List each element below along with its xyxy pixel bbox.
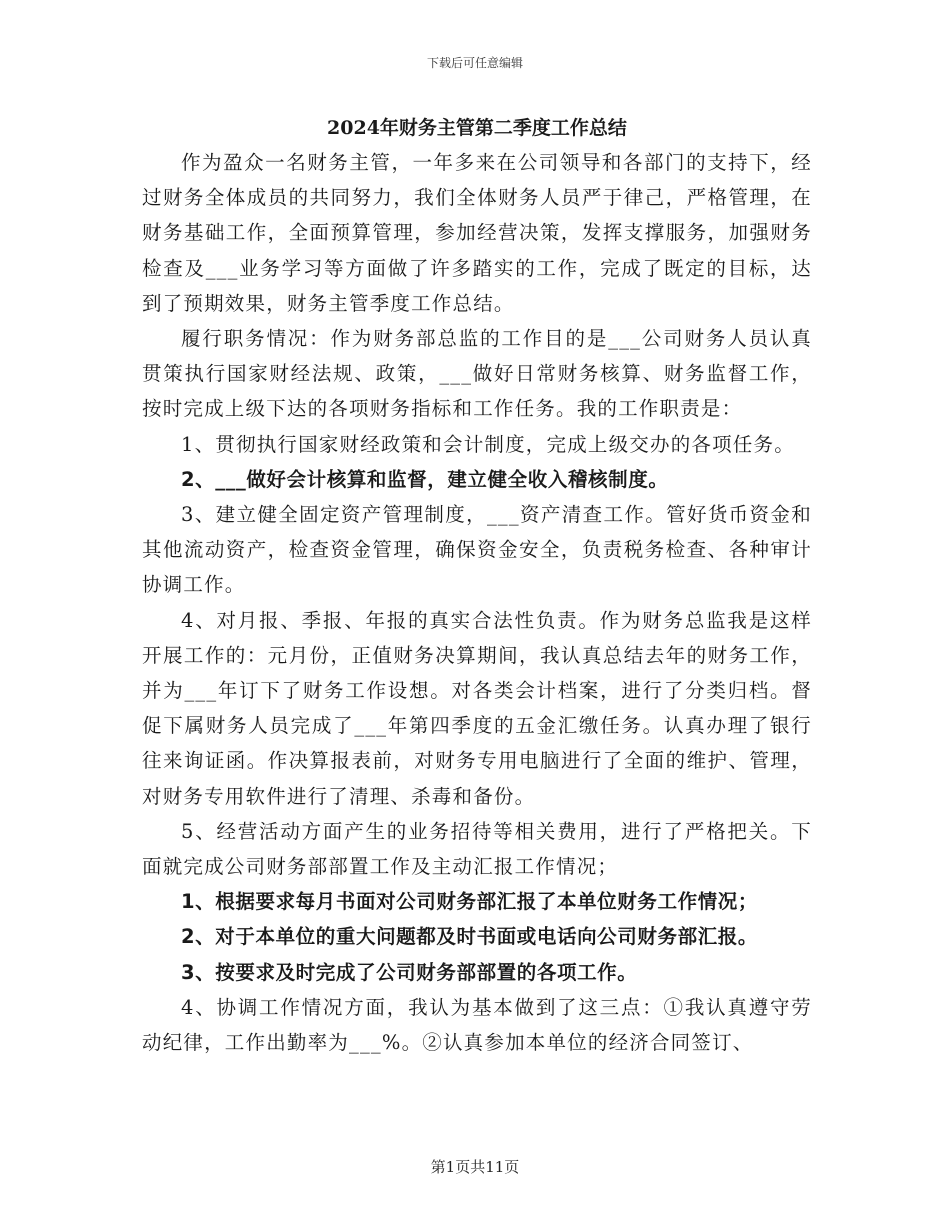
paragraph-list — [142, 145, 812, 1060]
page-footer: 第1页共11页 — [430, 1158, 520, 1176]
paragraph: 4、对月报、季报、年报的真实合法性负责。作为财务总监我是这样开展工作的：元月份，正值财务决算期间，我认真总结去年的财务工作，并为___年订下了财务工作设想。对各类会计档案，进行了分类归档。督促下属财务人员完成了___年第四季度的五金汇缴任务。认真办理了银行往来询证函。作决算报表前，对财务专用电脑进行了全面的维护、管理，对财务专用软件进行了清理、杀毒和备份。 — [142, 608, 812, 808]
paragraph: 3、按要求及时完成了公司财务部部置的各项工作。 — [181, 960, 638, 984]
paragraph: 2、___做好会计核算和监督，建立健全收入稽核制度。 — [181, 467, 669, 491]
paragraph: 4、协调工作情况方面，我认为基本做到了这三点：①我认真遵守劳动纪律，工作出勤率为___%。②认真参加本单位的经济合同签订、 — [142, 995, 812, 1055]
paragraph: 1、贯彻执行国家财经政策和会计制度，完成上级交办的各项任务。 — [181, 432, 795, 456]
paragraph: 1、根据要求每月书面对公司财务部汇报了本单位财务工作情况； — [181, 890, 758, 914]
paragraph: 作为盈众一名财务主管，一年多来在公司领导和各部门的支持下，经过财务全体成员的共同努力，我们全体财务人员严于律己，严格管理，在财务基础工作，全面预算管理，参加经营决策，发挥支撑服务，加强财务检查及___业务学习等方面做了许多踏实的工作，完成了既定的目标，达到了预期效果，财务主管季度工作总结。 — [142, 151, 812, 315]
paragraph: 5、经营活动方面产生的业务招待等相关费用，进行了严格把关。下面就完成公司财务部部置工作及主动汇报工作情况； — [142, 819, 812, 879]
paragraph: 2、对于本单位的重大问题都及时书面或电话向公司财务部汇报。 — [181, 925, 758, 949]
document-body — [142, 113, 812, 1060]
paragraph: 3、建立健全固定资产管理制度，___资产清查工作。管好货币资金和其他流动资产，检查资金管理，确保资金安全，负责税务检查、各种审计协调工作。 — [142, 503, 812, 597]
paragraph: 履行职务情况：作为财务部总监的工作目的是___公司财务人员认真贯策执行国家财经法规、政策，___做好日常财务核算、财务监督工作，按时完成上级下达的各项财务指标和工作任务。我的工作职责是： — [142, 327, 812, 421]
page-header: 下载后可任意编辑 — [426, 56, 523, 70]
document-title: 2024年财务主管第二季度工作总结 — [327, 117, 627, 139]
